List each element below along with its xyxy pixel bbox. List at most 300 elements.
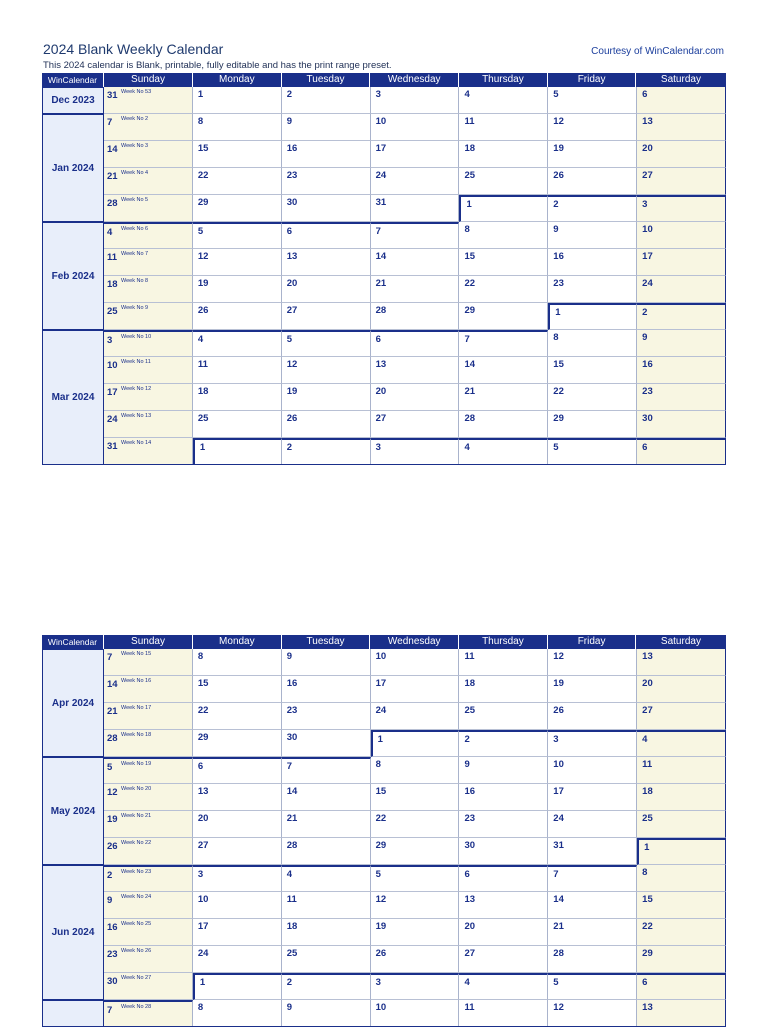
- day-number: 10: [553, 759, 564, 770]
- day-cell-tuesday[interactable]: [282, 411, 371, 438]
- day-number: 17: [197, 921, 209, 932]
- day-cell-wednesday[interactable]: [371, 892, 460, 919]
- day-number: 31: [107, 441, 118, 452]
- day-cell-friday[interactable]: [548, 303, 637, 330]
- day-cell-wednesday[interactable]: [371, 384, 460, 411]
- day-cell-wednesday[interactable]: [371, 438, 460, 465]
- day-number: 19: [375, 921, 387, 932]
- day-number: 7: [553, 869, 559, 880]
- week-row: [104, 919, 726, 946]
- day-cell-thursday[interactable]: [459, 195, 548, 222]
- day-number: 7: [107, 1005, 113, 1016]
- day-cell-saturday[interactable]: [637, 249, 726, 276]
- day-number: 5: [375, 869, 381, 880]
- day-cell-wednesday[interactable]: [371, 411, 460, 438]
- day-cell-wednesday[interactable]: [371, 730, 460, 757]
- day-cell-wednesday[interactable]: [371, 249, 460, 276]
- day-cell-sunday[interactable]: [104, 757, 193, 784]
- day-cell-thursday[interactable]: [459, 438, 548, 465]
- month-label: Feb 2024: [42, 222, 104, 330]
- day-cell-wednesday[interactable]: [371, 838, 460, 865]
- day-cell-monday[interactable]: [193, 865, 282, 892]
- day-cell-saturday[interactable]: [637, 141, 726, 168]
- day-cell-saturday[interactable]: [637, 303, 726, 330]
- day-cell-tuesday[interactable]: [282, 703, 371, 730]
- day-cell-thursday[interactable]: [459, 303, 548, 330]
- day-cell-tuesday[interactable]: [282, 276, 371, 303]
- day-cell-saturday[interactable]: [637, 276, 726, 303]
- day-cell-monday[interactable]: [193, 784, 282, 811]
- day-cell-monday[interactable]: [193, 357, 282, 384]
- day-header-tuesday: Tuesday: [282, 73, 371, 87]
- day-number: 28: [375, 305, 387, 316]
- week-row: [104, 757, 726, 784]
- day-cell-wednesday[interactable]: [371, 973, 460, 1000]
- day-number: 5: [553, 977, 559, 988]
- week-number: Week No 14: [121, 440, 152, 446]
- day-cell-sunday[interactable]: [104, 1000, 193, 1027]
- day-cell-saturday[interactable]: [637, 114, 726, 141]
- day-number: 11: [464, 651, 475, 662]
- day-cell-friday[interactable]: [548, 114, 637, 141]
- day-cell-saturday[interactable]: [637, 730, 726, 757]
- day-cell-tuesday[interactable]: [282, 168, 371, 195]
- week-number: Week No 8: [121, 278, 149, 284]
- day-number: 23: [553, 278, 564, 289]
- day-cell-friday[interactable]: [548, 730, 637, 757]
- day-cell-sunday[interactable]: [104, 838, 193, 865]
- day-cell-friday[interactable]: [548, 330, 637, 357]
- day-number: 30: [286, 197, 298, 208]
- day-number: 28: [553, 948, 564, 959]
- day-cell-sunday[interactable]: [104, 865, 193, 892]
- day-number: 30: [107, 976, 118, 987]
- day-cell-monday[interactable]: [193, 168, 282, 195]
- day-cell-monday[interactable]: [193, 919, 282, 946]
- day-cell-friday[interactable]: [548, 141, 637, 168]
- day-cell-thursday[interactable]: [459, 892, 548, 919]
- day-number: 22: [464, 278, 476, 289]
- day-cell-thursday[interactable]: [459, 411, 548, 438]
- day-cell-monday[interactable]: [193, 249, 282, 276]
- courtesy-link[interactable]: Courtesy of WinCalendar.com: [591, 46, 724, 57]
- day-cell-thursday[interactable]: [459, 676, 548, 703]
- day-number: 11: [642, 759, 653, 770]
- day-number: 14: [286, 786, 298, 797]
- day-cell-friday[interactable]: [548, 438, 637, 465]
- day-cell-wednesday[interactable]: [371, 946, 460, 973]
- week-row: [104, 676, 726, 703]
- day-cell-friday[interactable]: [548, 1000, 637, 1027]
- day-number: 22: [197, 705, 209, 716]
- day-cell-tuesday[interactable]: [282, 1000, 371, 1027]
- day-cell-tuesday[interactable]: [282, 114, 371, 141]
- day-cell-thursday[interactable]: [459, 838, 548, 865]
- day-number: 27: [642, 705, 653, 716]
- day-cell-saturday[interactable]: [637, 973, 726, 1000]
- day-cell-tuesday[interactable]: [282, 330, 371, 357]
- day-cell-sunday[interactable]: [104, 811, 193, 838]
- day-cell-monday[interactable]: [193, 649, 282, 676]
- day-number: 10: [375, 116, 387, 127]
- day-cell-friday[interactable]: [548, 649, 637, 676]
- day-cell-sunday[interactable]: [104, 303, 193, 330]
- day-number: 15: [642, 894, 653, 905]
- day-cell-tuesday[interactable]: [282, 946, 371, 973]
- day-cell-monday[interactable]: [193, 757, 282, 784]
- day-cell-monday[interactable]: [193, 330, 282, 357]
- day-cell-thursday[interactable]: [459, 973, 548, 1000]
- day-cell-saturday[interactable]: [637, 757, 726, 784]
- week-number: Week No 25: [121, 921, 152, 927]
- day-cell-saturday[interactable]: [637, 384, 726, 411]
- day-cell-thursday[interactable]: [459, 168, 548, 195]
- day-cell-thursday[interactable]: [459, 649, 548, 676]
- day-cell-tuesday[interactable]: [282, 730, 371, 757]
- day-number: 20: [642, 678, 653, 689]
- day-cell-friday[interactable]: [548, 784, 637, 811]
- day-number: 4: [464, 89, 470, 100]
- week-number: Week No 21: [121, 813, 152, 819]
- day-cell-monday[interactable]: [193, 276, 282, 303]
- day-number: 29: [464, 305, 476, 316]
- day-number: 13: [286, 251, 298, 262]
- day-cell-thursday[interactable]: [459, 249, 548, 276]
- day-cell-monday[interactable]: [193, 838, 282, 865]
- day-cell-thursday[interactable]: [459, 784, 548, 811]
- week-number: Week No 24: [121, 894, 152, 900]
- day-cell-friday[interactable]: [548, 838, 637, 865]
- day-cell-wednesday[interactable]: [371, 703, 460, 730]
- day-number: 24: [107, 414, 118, 425]
- day-cell-saturday[interactable]: [637, 330, 726, 357]
- day-cell-thursday[interactable]: [459, 919, 548, 946]
- day-number: 15: [464, 251, 476, 262]
- day-cell-saturday[interactable]: [637, 838, 726, 865]
- day-cell-friday[interactable]: [548, 973, 637, 1000]
- week-number: Week No 16: [121, 678, 152, 684]
- day-cell-saturday[interactable]: [637, 892, 726, 919]
- day-cell-friday[interactable]: [548, 865, 637, 892]
- day-cell-sunday[interactable]: [104, 973, 193, 1000]
- day-cell-friday[interactable]: [548, 703, 637, 730]
- day-number: 1: [555, 307, 561, 318]
- day-cell-wednesday[interactable]: [371, 865, 460, 892]
- day-number: 28: [464, 413, 476, 424]
- day-cell-sunday[interactable]: [104, 946, 193, 973]
- day-cell-wednesday[interactable]: [371, 222, 460, 249]
- day-number: 31: [553, 840, 564, 851]
- week-number: Week No 28: [121, 1004, 152, 1010]
- day-cell-friday[interactable]: [548, 87, 637, 114]
- week-row: [104, 276, 726, 303]
- day-cell-monday[interactable]: [193, 384, 282, 411]
- day-number: 28: [107, 733, 118, 744]
- day-number: 21: [107, 706, 118, 717]
- day-cell-sunday[interactable]: [104, 784, 193, 811]
- day-number: 4: [464, 977, 470, 988]
- day-cell-wednesday[interactable]: [371, 649, 460, 676]
- day-cell-wednesday[interactable]: [371, 357, 460, 384]
- day-cell-sunday[interactable]: [104, 703, 193, 730]
- day-cell-monday[interactable]: [193, 811, 282, 838]
- day-cell-tuesday[interactable]: [282, 649, 371, 676]
- day-cell-thursday[interactable]: [459, 141, 548, 168]
- day-cell-monday[interactable]: [193, 195, 282, 222]
- day-cell-sunday[interactable]: [104, 411, 193, 438]
- day-cell-thursday[interactable]: [459, 703, 548, 730]
- day-cell-friday[interactable]: [548, 222, 637, 249]
- week-row: [104, 330, 726, 357]
- day-number: 19: [197, 278, 209, 289]
- day-cell-wednesday[interactable]: [371, 757, 460, 784]
- day-cell-sunday[interactable]: [104, 892, 193, 919]
- day-number: 13: [197, 786, 209, 797]
- day-number: 18: [107, 279, 118, 290]
- day-cell-saturday[interactable]: [637, 222, 726, 249]
- day-cell-wednesday[interactable]: [371, 87, 460, 114]
- day-number: 29: [197, 732, 209, 743]
- day-number: 8: [464, 224, 470, 235]
- day-number: 1: [466, 199, 472, 210]
- day-cell-sunday[interactable]: [104, 168, 193, 195]
- day-number: 12: [197, 251, 209, 262]
- week-number: Week No 53: [121, 89, 152, 95]
- day-cell-tuesday[interactable]: [282, 87, 371, 114]
- day-cell-monday[interactable]: [193, 676, 282, 703]
- day-cell-tuesday[interactable]: [282, 865, 371, 892]
- week-row: [104, 141, 726, 168]
- day-cell-friday[interactable]: [548, 892, 637, 919]
- day-number: 15: [375, 786, 387, 797]
- day-cell-wednesday[interactable]: [371, 168, 460, 195]
- day-cell-tuesday[interactable]: [282, 438, 371, 465]
- day-cell-sunday[interactable]: [104, 730, 193, 757]
- day-header-wednesday: Wednesday: [370, 73, 459, 87]
- day-cell-sunday[interactable]: [104, 249, 193, 276]
- day-number: 19: [286, 386, 298, 397]
- day-cell-wednesday[interactable]: [371, 195, 460, 222]
- day-cell-tuesday[interactable]: [282, 357, 371, 384]
- week-row: [104, 249, 726, 276]
- day-number: 29: [553, 413, 564, 424]
- day-cell-friday[interactable]: [548, 946, 637, 973]
- day-cell-sunday[interactable]: [104, 276, 193, 303]
- day-cell-saturday[interactable]: [637, 357, 726, 384]
- day-cell-friday[interactable]: [548, 195, 637, 222]
- day-cell-monday[interactable]: [193, 114, 282, 141]
- day-cell-monday[interactable]: [193, 411, 282, 438]
- day-cell-saturday[interactable]: [637, 411, 726, 438]
- day-cell-tuesday[interactable]: [282, 195, 371, 222]
- day-header-wednesday: Wednesday: [370, 635, 459, 649]
- day-cell-friday[interactable]: [548, 676, 637, 703]
- day-cell-monday[interactable]: [193, 438, 282, 465]
- day-cell-thursday[interactable]: [459, 222, 548, 249]
- day-number: 13: [642, 651, 653, 662]
- day-cell-wednesday[interactable]: [371, 811, 460, 838]
- calendar-body: [42, 649, 726, 1027]
- day-cell-sunday[interactable]: [104, 141, 193, 168]
- day-cell-friday[interactable]: [548, 276, 637, 303]
- day-cell-thursday[interactable]: [459, 811, 548, 838]
- week-number: Week No 2: [121, 116, 149, 122]
- day-number: 8: [197, 651, 204, 662]
- day-number: 14: [464, 359, 476, 370]
- day-header-friday: Friday: [548, 635, 637, 649]
- day-cell-tuesday[interactable]: [282, 303, 371, 330]
- day-cell-thursday[interactable]: [459, 384, 548, 411]
- day-cell-sunday[interactable]: [104, 676, 193, 703]
- day-number: 20: [286, 278, 298, 289]
- day-cell-thursday[interactable]: [459, 114, 548, 141]
- day-number: 11: [464, 1002, 475, 1013]
- day-cell-saturday[interactable]: [637, 676, 726, 703]
- day-number: 12: [553, 1002, 564, 1013]
- day-cell-saturday[interactable]: [637, 195, 726, 222]
- week-row: [104, 649, 726, 676]
- day-cell-wednesday[interactable]: [371, 330, 460, 357]
- day-cell-tuesday[interactable]: [282, 249, 371, 276]
- day-cell-thursday[interactable]: [459, 1000, 548, 1027]
- day-cell-saturday[interactable]: [637, 87, 726, 114]
- day-cell-saturday[interactable]: [637, 784, 726, 811]
- day-cell-monday[interactable]: [193, 973, 282, 1000]
- day-cell-tuesday[interactable]: [282, 811, 371, 838]
- day-cell-friday[interactable]: [548, 757, 637, 784]
- day-cell-monday[interactable]: [193, 703, 282, 730]
- week-number: Week No 23: [121, 869, 152, 875]
- day-cell-saturday[interactable]: [637, 168, 726, 195]
- day-cell-sunday[interactable]: [104, 330, 193, 357]
- day-cell-friday[interactable]: [548, 357, 637, 384]
- day-number: 23: [464, 813, 476, 824]
- brand-label: WinCalendar: [42, 73, 104, 87]
- day-cell-tuesday[interactable]: [282, 757, 371, 784]
- day-cell-friday[interactable]: [548, 249, 637, 276]
- week-row: [104, 784, 726, 811]
- day-cell-thursday[interactable]: [459, 946, 548, 973]
- day-cell-sunday[interactable]: [104, 222, 193, 249]
- day-number: 27: [375, 413, 387, 424]
- day-cell-thursday[interactable]: [459, 730, 548, 757]
- day-cell-sunday[interactable]: [104, 384, 193, 411]
- day-number: 9: [286, 1002, 293, 1013]
- day-cell-monday[interactable]: [193, 303, 282, 330]
- day-number: 6: [642, 89, 648, 100]
- day-cell-monday[interactable]: [193, 141, 282, 168]
- day-number: 2: [464, 734, 470, 745]
- day-number: 8: [197, 116, 204, 127]
- day-cell-monday[interactable]: [193, 1000, 282, 1027]
- day-number: 23: [642, 386, 653, 397]
- day-cell-thursday[interactable]: [459, 276, 548, 303]
- day-cell-tuesday[interactable]: [282, 784, 371, 811]
- day-cell-wednesday[interactable]: [371, 784, 460, 811]
- day-cell-sunday[interactable]: [104, 438, 193, 465]
- day-cell-wednesday[interactable]: [371, 303, 460, 330]
- day-cell-sunday[interactable]: [104, 114, 193, 141]
- day-number: 20: [464, 921, 476, 932]
- day-cell-friday[interactable]: [548, 384, 637, 411]
- page-title: 2024 Blank Weekly Calendar: [43, 41, 224, 57]
- day-cell-tuesday[interactable]: [282, 222, 371, 249]
- day-cell-tuesday[interactable]: [282, 384, 371, 411]
- day-cell-monday[interactable]: [193, 730, 282, 757]
- day-number: 11: [286, 894, 297, 905]
- day-cell-tuesday[interactable]: [282, 838, 371, 865]
- day-cell-wednesday[interactable]: [371, 276, 460, 303]
- day-cell-tuesday[interactable]: [282, 973, 371, 1000]
- day-cell-monday[interactable]: [193, 87, 282, 114]
- day-cell-wednesday[interactable]: [371, 114, 460, 141]
- day-cell-monday[interactable]: [193, 892, 282, 919]
- day-number: 20: [197, 813, 209, 824]
- day-number: 25: [286, 948, 298, 959]
- day-number: 26: [286, 413, 298, 424]
- day-number: 1: [199, 442, 206, 453]
- week-row: [104, 168, 726, 195]
- day-number: 31: [107, 90, 118, 101]
- day-cell-tuesday[interactable]: [282, 919, 371, 946]
- day-cell-saturday[interactable]: [637, 919, 726, 946]
- day-cell-friday[interactable]: [548, 411, 637, 438]
- day-cell-saturday[interactable]: [637, 703, 726, 730]
- day-cell-sunday[interactable]: [104, 87, 193, 114]
- day-cell-sunday[interactable]: [104, 649, 193, 676]
- day-cell-wednesday[interactable]: [371, 919, 460, 946]
- day-cell-wednesday[interactable]: [371, 141, 460, 168]
- day-number: 19: [553, 678, 564, 689]
- day-cell-thursday[interactable]: [459, 757, 548, 784]
- day-cell-friday[interactable]: [548, 919, 637, 946]
- day-cell-tuesday[interactable]: [282, 892, 371, 919]
- day-cell-saturday[interactable]: [637, 811, 726, 838]
- day-cell-wednesday[interactable]: [371, 676, 460, 703]
- calendar-header: [42, 73, 726, 87]
- day-number: 23: [286, 170, 298, 181]
- day-cell-tuesday[interactable]: [282, 676, 371, 703]
- day-cell-wednesday[interactable]: [371, 1000, 460, 1027]
- day-cell-sunday[interactable]: [104, 919, 193, 946]
- day-number: 26: [553, 705, 564, 716]
- day-cell-thursday[interactable]: [459, 357, 548, 384]
- day-cell-monday[interactable]: [193, 946, 282, 973]
- day-cell-saturday[interactable]: [637, 438, 726, 465]
- day-number: 31: [375, 197, 387, 208]
- week-row: [104, 114, 726, 141]
- day-cell-thursday[interactable]: [459, 330, 548, 357]
- day-number: 14: [107, 144, 118, 155]
- day-cell-friday[interactable]: [548, 168, 637, 195]
- day-number: 21: [553, 921, 564, 932]
- day-cell-tuesday[interactable]: [282, 141, 371, 168]
- day-cell-saturday[interactable]: [637, 1000, 726, 1027]
- day-cell-sunday[interactable]: [104, 195, 193, 222]
- day-cell-saturday[interactable]: [637, 946, 726, 973]
- day-number: 3: [375, 977, 381, 988]
- day-cell-monday[interactable]: [193, 222, 282, 249]
- day-cell-friday[interactable]: [548, 811, 637, 838]
- day-number: 29: [642, 948, 653, 959]
- day-cell-sunday[interactable]: [104, 357, 193, 384]
- day-number: 14: [553, 894, 564, 905]
- day-cell-thursday[interactable]: [459, 87, 548, 114]
- day-cell-saturday[interactable]: [637, 865, 726, 892]
- day-number: 17: [375, 678, 387, 689]
- day-cell-saturday[interactable]: [637, 649, 726, 676]
- day-cell-thursday[interactable]: [459, 865, 548, 892]
